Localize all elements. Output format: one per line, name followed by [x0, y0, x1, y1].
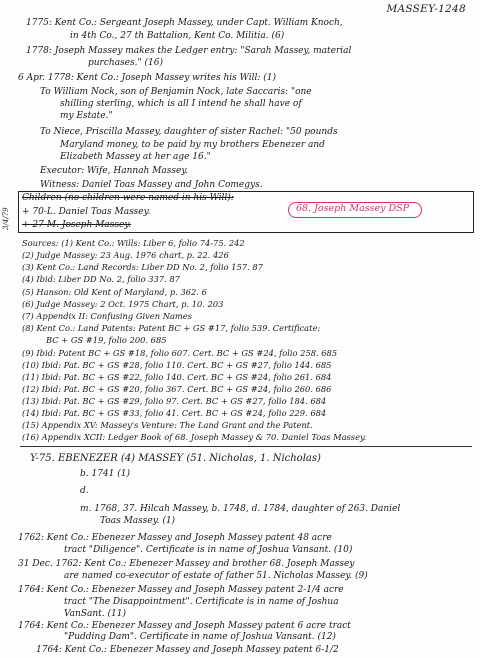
- entry-line: Maryland money, to be paid by my brothers Ebenezer and: [60, 140, 325, 150]
- entry-line: Elizabeth Massey at her age 16.": [60, 152, 211, 162]
- source-line: (3) Kent Co.: Land Records: Liber DD No. 2, folio 157. 87: [22, 262, 263, 272]
- source-line: (6) Judge Massey: 2 Oct. 1975 Chart, p. 10. 203: [22, 299, 224, 309]
- source-line: (7) Appendix II: Confusing Given Names: [22, 311, 192, 321]
- source-line: (12) Ibid: Pat. BC + GS #20, folio 367. Cert. BC + GS #24, folio 260. 686: [22, 384, 332, 394]
- person-died: d.: [80, 486, 89, 496]
- divider: [20, 446, 472, 447]
- entry-line: Witness: Daniel Toas Massey and John Comegys.: [40, 180, 263, 190]
- entry-line: my Estate.": [60, 111, 113, 121]
- page-reference: MASSEY-1248: [386, 3, 466, 15]
- source-line: Sources: (1) Kent Co.: Wills: Liber 6, folio 74-75. 242: [22, 238, 245, 248]
- event-line: "Pudding Dam". Certificate in name of Joshua Vansant. (12): [64, 632, 336, 642]
- children-heading: Children (no children were named in his Will):: [22, 193, 234, 203]
- event-line: tract "Diligence". Certificate is in name of Joshua Vansant. (10): [64, 545, 353, 555]
- event-line: are named co-executor of estate of father 51. Nicholas Massey. (9): [64, 571, 368, 581]
- entry-line: To William Nock, son of Benjamin Nock, late Saccaris: "one: [40, 87, 312, 97]
- person-married: m. 1768, 37. Hilcah Massey, b. 1748, d. 1784, daughter of 263. Daniel: [80, 504, 401, 514]
- child-item: + 70-L. Daniel Toas Massey.: [22, 207, 151, 217]
- entry-line: 6 Apr. 1778: Kent Co.: Joseph Massey writes his Will: (1): [18, 73, 276, 83]
- entry-line: purchases." (16): [88, 58, 163, 68]
- person-title: Y-75. EBENEZER (4) MASSEY (51. Nicholas, 1. Nicholas): [30, 453, 321, 464]
- entry-line: 1775: Kent Co.: Sergeant Joseph Massey, under Capt. William Knoch,: [26, 18, 343, 28]
- red-annotation: 68. Joseph Massey DSP: [296, 203, 410, 214]
- event-line: 1764: Kent Co.: Ebenezer Massey and Joseph Massey patent 6-1/2: [36, 645, 339, 655]
- source-line: BC + GS #19, folio 200. 685: [46, 335, 167, 345]
- entry-line: shilling sterling, which is all I intend he shall have of: [60, 99, 302, 109]
- event-line: 1762: Kent Co.: Ebenezer Massey and Joseph Massey patent 48 acre: [18, 533, 332, 543]
- source-line: (15) Appendix XV: Massey's Venture: The Land Grant and the Patent.: [22, 420, 313, 430]
- source-line: (5) Hanson: Old Kent of Maryland, p. 362. 6: [22, 287, 207, 297]
- source-line: (16) Appendix XCII: Ledger Book of 68. Joseph Massey & 70. Daniel Toas Massey.: [22, 432, 367, 442]
- event-line: tract "The Disappointment". Certificate is in name of Joshua: [64, 597, 339, 607]
- event-line: 1764: Kent Co.: Ebenezer Massey and Joseph Massey patent 2-1/4 acre: [18, 585, 344, 595]
- person-married-cont: Toas Massey. (1): [100, 516, 176, 526]
- source-line: (9) Ibid: Patent BC + GS #18, folio 607. Cert. BC + GS #24, folio 258. 685: [22, 348, 338, 358]
- person-born: b. 1741 (1): [80, 469, 130, 479]
- side-note: 3/4/79: [2, 207, 10, 230]
- event-line: 31 Dec. 1762: Kent Co.: Ebenezer Massey and brother 68. Joseph Massey: [18, 559, 355, 569]
- source-line: (8) Kent Co.: Land Patents: Patent BC + GS #17, folio 539. Certificate:: [22, 323, 321, 333]
- source-line: (14) Ibid: Pat. BC + GS #33, folio 41. Cert. BC + GS #24, folio 229. 684: [22, 408, 327, 418]
- entry-line: in 4th Co., 27 th Battalion, Kent Co. Militia. (6): [70, 31, 285, 41]
- child-item: + 27-M. Joseph Massey.: [22, 220, 132, 230]
- source-line: (4) Ibid: Liber DD No. 2, folio 337. 87: [22, 274, 180, 284]
- event-line: 1764: Kent Co.: Ebenezer Massey and Joseph Massey patent 6 acre tract: [18, 621, 351, 631]
- source-line: (11) Ibid: Pat. BC + GS #22, folio 140. Cert. BC + GS #24, folio 261. 684: [22, 372, 332, 382]
- event-line: VanSant. (11): [64, 609, 126, 619]
- entry-line: To Niece, Priscilla Massey, daughter of sister Rachel: "50 pounds: [40, 127, 338, 137]
- entry-line: Executor: Wife, Hannah Massey.: [40, 166, 189, 176]
- source-line: (13) Ibid: Pat. BC + GS #29, folio 97. Cert. BC + GS #27, folio 184. 684: [22, 396, 327, 406]
- source-line: (10) Ibid: Pat. BC + GS #28, folio 110. Cert. BC + GS #27, folio 144. 685: [22, 360, 332, 370]
- entry-line: 1778: Joseph Massey makes the Ledger entry: "Sarah Massey, material: [26, 46, 352, 56]
- source-line: (2) Judge Massey: 23 Aug. 1976 chart, p. 22. 426: [22, 250, 229, 260]
